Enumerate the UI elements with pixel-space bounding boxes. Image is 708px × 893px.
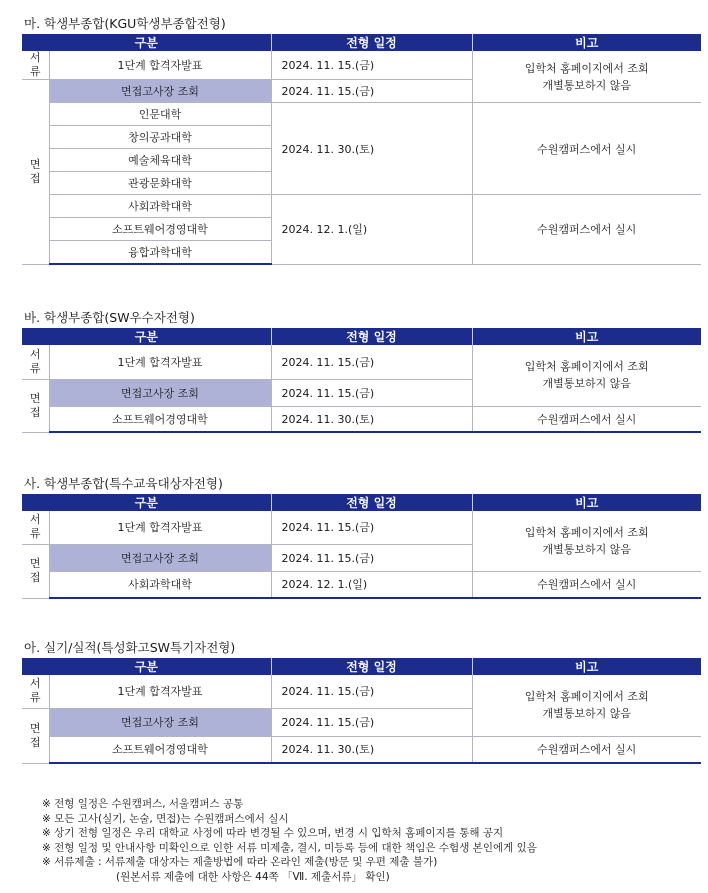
row-date: 2024. 12. 1.(일) (271, 195, 472, 265)
schedule-table (22, 658, 701, 764)
campus-note: 수원캠퍼스에서 실시 (472, 406, 701, 432)
header-category: 구분 (22, 328, 271, 345)
row-date: 2024. 11. 15.(금) (271, 345, 472, 379)
section-title: 바. 학생부종합(SW우수자전형) (24, 310, 195, 325)
table-header-row (22, 494, 701, 511)
row-item: 1단계 합격자발표 (49, 675, 271, 708)
header-schedule: 전형 일정 (271, 328, 472, 345)
header-remarks: 비고 (472, 328, 701, 345)
row-date: 2024. 11. 15.(금) (271, 511, 472, 544)
row-date: 2024. 11. 15.(금) (271, 51, 472, 80)
footnote: ※ 모든 고사(실기, 논술, 면접)는 수원캠퍼스에서 실시 (42, 812, 289, 825)
row-date: 2024. 11. 15.(금) (271, 80, 472, 103)
table-row (22, 195, 701, 218)
category-interview: 면 접 (22, 379, 49, 432)
campus-note: 수원캠퍼스에서 실시 (472, 571, 701, 598)
row-date: 2024. 11. 15.(금) (271, 675, 472, 708)
footnotes (42, 797, 537, 885)
table-row (22, 511, 701, 544)
row-item: 1단계 합격자발표 (49, 511, 271, 544)
campus-note: 수원캠퍼스에서 실시 (472, 195, 701, 265)
footnote: ※ 전형 일정은 수원캠퍼스, 서울캠퍼스 공통 (42, 798, 244, 810)
row-date: 2024. 11. 15.(금) (271, 379, 472, 406)
category-interview: 면 접 (22, 80, 49, 265)
header-category: 구분 (22, 494, 271, 511)
footnote: ※ 상기 전형 일정은 우리 대학교 사정에 따라 변경될 수 있으며, 변경 시 입학처 홈페이지를 통해 공지 (42, 827, 504, 840)
footnote: (원본서류 제출에 대한 사항은 44쪽 「Ⅶ. 제출서류」 확인) (116, 870, 390, 883)
category-documents: 서 류 (22, 345, 49, 379)
section-sw-excellence (22, 308, 701, 433)
row-item: 관광문화대학 (49, 172, 271, 195)
row-item: 예술체육대학 (49, 149, 271, 172)
table-row (22, 406, 701, 432)
category-documents: 서 류 (22, 51, 49, 80)
schedule-table (22, 494, 701, 599)
notice-cell: 입학처 홈페이지에서 조회 개별통보하지 않음 (472, 511, 701, 571)
header-schedule: 전형 일정 (271, 494, 472, 511)
row-item: 1단계 합격자발표 (49, 51, 271, 80)
row-date: 2024. 11. 30.(토) (271, 736, 472, 763)
header-remarks: 비고 (472, 494, 701, 511)
notice-cell: 입학처 홈페이지에서 조회 개별통보하지 않음 (472, 675, 701, 736)
row-item: 소프트웨어경영대학 (49, 736, 271, 763)
table-header-row (22, 34, 701, 51)
header-schedule: 전형 일정 (271, 658, 472, 675)
notice-cell: 입학처 홈페이지에서 조회 개별통보하지 않음 (472, 345, 701, 406)
schedule-table (22, 328, 701, 433)
row-item: 면접고사장 조회 (49, 80, 271, 103)
header-category: 구분 (22, 34, 271, 51)
table-row (22, 103, 701, 126)
row-date: 2024. 11. 15.(금) (271, 544, 472, 571)
row-item: 1단계 합격자발표 (49, 345, 271, 379)
header-remarks: 비고 (472, 34, 701, 51)
table-header-row (22, 328, 701, 345)
row-item: 사회과학대학 (49, 195, 271, 218)
table-row (22, 571, 701, 598)
row-item: 면접고사장 조회 (49, 708, 271, 736)
category-interview: 면 접 (22, 544, 49, 598)
table-row (22, 675, 701, 708)
footnote: ※ 전형 일정 및 안내사항 미확인으로 인한 서류 미제출, 결시, 미등록 등에 대한 책임은 수험생 본인에게 있음 (42, 841, 537, 854)
row-item: 인문대학 (49, 103, 271, 126)
row-item: 면접고사장 조회 (49, 544, 271, 571)
row-date: 2024. 11. 15.(금) (271, 708, 472, 736)
section-title: 사. 학생부종합(특수교육대상자전형) (24, 476, 223, 491)
table-row (22, 345, 701, 379)
footnote: ※ 서류제출 : 서류제출 대상자는 제출방법에 따라 온라인 제출(방문 및 우편 제출 불가) (42, 856, 438, 869)
campus-note: 수원캠퍼스에서 실시 (472, 103, 701, 195)
section-title: 아. 실기/실적(특성화고SW특기자전형) (24, 640, 236, 655)
section-kgu (22, 14, 701, 265)
table-header-row (22, 658, 701, 675)
row-item: 소프트웨어경영대학 (49, 406, 271, 432)
row-item: 면접고사장 조회 (49, 379, 271, 406)
row-item: 소프트웨어경영대학 (49, 218, 271, 241)
header-remarks: 비고 (472, 658, 701, 675)
row-date: 2024. 11. 30.(토) (271, 406, 472, 432)
row-date: 2024. 12. 1.(일) (271, 571, 472, 598)
row-item: 창의공과대학 (49, 126, 271, 149)
header-category: 구분 (22, 658, 271, 675)
schedule-table (22, 34, 701, 265)
section-title: 마. 학생부종합(KGU학생부종합전형) (24, 16, 226, 31)
row-date: 2024. 11. 30.(토) (271, 103, 472, 195)
table-row (22, 736, 701, 763)
section-sw-specialist (22, 638, 701, 764)
row-item: 융합과학대학 (49, 241, 271, 265)
category-documents: 서 류 (22, 511, 49, 544)
campus-note: 수원캠퍼스에서 실시 (472, 736, 701, 763)
notice-cell: 입학처 홈페이지에서 조회 개별통보하지 않음 (472, 51, 701, 103)
section-special-education (22, 474, 701, 599)
table-row (22, 51, 701, 80)
category-documents: 서 류 (22, 675, 49, 708)
category-interview: 면 접 (22, 708, 49, 763)
row-item: 사회과학대학 (49, 571, 271, 598)
header-schedule: 전형 일정 (271, 34, 472, 51)
